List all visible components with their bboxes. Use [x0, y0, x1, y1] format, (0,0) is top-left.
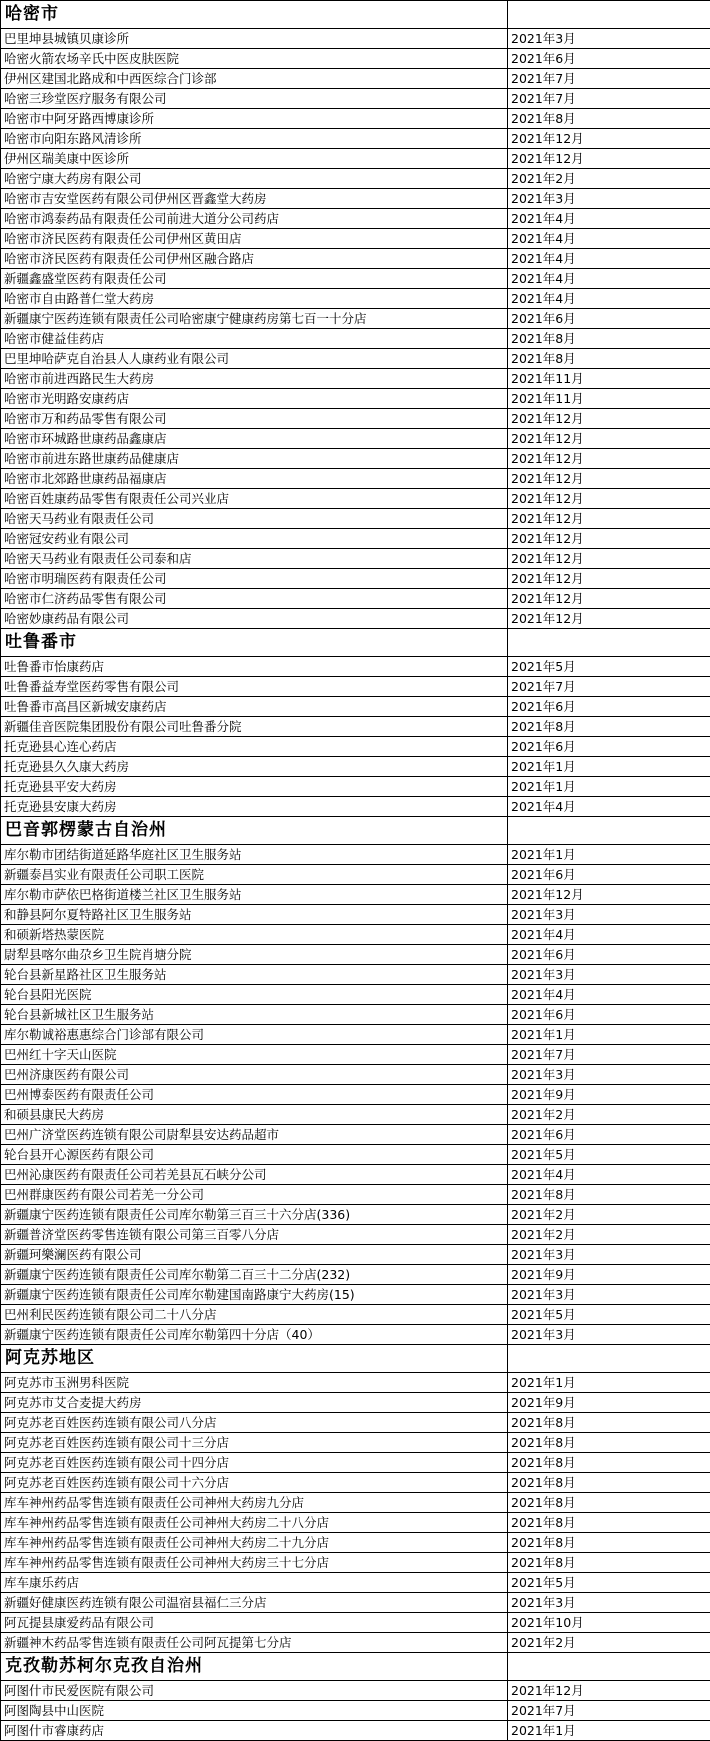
table-row: [1, 865, 710, 885]
table-row: [1, 945, 710, 965]
table-row: [1, 49, 710, 69]
institution-date: 2021年1月: [508, 757, 710, 777]
section-title: 哈密市: [1, 1, 508, 29]
table-row: [1, 329, 710, 349]
table-row: [1, 1681, 710, 1701]
institution-name: 哈密百姓康药品零售有限责任公司兴业店: [1, 489, 508, 509]
table-row: [1, 885, 710, 905]
table-row: [1, 797, 710, 817]
institution-date: 2021年4月: [508, 1165, 710, 1185]
institution-name: 托克逊县久久康大药房: [1, 757, 508, 777]
table-row: [1, 965, 710, 985]
institution-date: 2021年12月: [508, 129, 710, 149]
table-row: [1, 589, 710, 609]
institution-date: 2021年12月: [508, 509, 710, 529]
table-row: [1, 1413, 710, 1433]
table-row: [1, 1473, 710, 1493]
institution-name: 巴州利民医药连锁有限公司二十八分店: [1, 1305, 508, 1325]
institution-date: 2021年1月: [508, 845, 710, 865]
table-row: [1, 925, 710, 945]
institution-name: 哈密市环城路世康药品鑫康店: [1, 429, 508, 449]
institution-name: 哈密市万和药品零售有限公司: [1, 409, 508, 429]
table-row: [1, 1393, 710, 1413]
institution-name: 新疆珂樂澜医药有限公司: [1, 1245, 508, 1265]
institution-date: 2021年9月: [508, 1265, 710, 1285]
institution-name: 哈密市向阳东路风清诊所: [1, 129, 508, 149]
table-row: [1, 1593, 710, 1613]
table-row: [1, 1453, 710, 1473]
table-row: [1, 349, 710, 369]
table-row: [1, 549, 710, 569]
institution-name: 阿图什市民爱医院有限公司: [1, 1681, 508, 1701]
institution-date: 2021年4月: [508, 209, 710, 229]
institution-date: 2021年8月: [508, 109, 710, 129]
institution-name: 轮台县新星路社区卫生服务站: [1, 965, 508, 985]
institution-date: 2021年8月: [508, 1493, 710, 1513]
institution-date: 2021年8月: [508, 717, 710, 737]
table-row: [1, 1613, 710, 1633]
institution-name: 巴州沁康医药有限责任公司若羌县瓦石峡分公司: [1, 1165, 508, 1185]
institution-name: 哈密市光明路安康药店: [1, 389, 508, 409]
institution-name: 阿克苏老百姓医药连锁有限公司八分店: [1, 1413, 508, 1433]
institution-date: 2021年6月: [508, 49, 710, 69]
institution-name: 哈密市前进东路世康药品健康店: [1, 449, 508, 469]
institution-name: 阿克苏市玉洲男科医院: [1, 1373, 508, 1393]
institution-name: 哈密三珍堂医疗服务有限公司: [1, 89, 508, 109]
institution-name: 新疆好健康医药连锁有限公司温宿县福仁三分店: [1, 1593, 508, 1613]
institution-name: 哈密市自由路普仁堂大药房: [1, 289, 508, 309]
institution-date: 2021年4月: [508, 925, 710, 945]
institution-name: 库车神州药品零售连锁有限责任公司神州大药房二十九分店: [1, 1533, 508, 1553]
table-row: [1, 29, 710, 49]
section-title: 克孜勒苏柯尔克孜自治州: [1, 1653, 508, 1681]
institution-name: 新疆康宁医药连锁有限责任公司库尔勒第四十分店（40）: [1, 1325, 508, 1345]
table-row: [1, 609, 710, 629]
section-title: 巴音郭楞蒙古自治州: [1, 817, 508, 845]
table-row: [1, 1265, 710, 1285]
table-row: [1, 777, 710, 797]
institution-date: 2021年12月: [508, 489, 710, 509]
institution-name: 伊州区瑞美康中医诊所: [1, 149, 508, 169]
table-row: [1, 757, 710, 777]
table-row: [1, 209, 710, 229]
table-row: [1, 569, 710, 589]
institution-name: 哈密宁康大药房有限公司: [1, 169, 508, 189]
table-row: [1, 657, 710, 677]
institution-date: 2021年11月: [508, 389, 710, 409]
institution-date: 2021年1月: [508, 1721, 710, 1741]
institution-name: 吐鲁番益寿堂医药零售有限公司: [1, 677, 508, 697]
institution-name: 哈密市健益佳药店: [1, 329, 508, 349]
institution-name: 巴州济康医药有限公司: [1, 1065, 508, 1085]
institution-name: 哈密天马药业有限责任公司泰和店: [1, 549, 508, 569]
table-row: [1, 1105, 710, 1125]
institution-date: 2021年8月: [508, 1413, 710, 1433]
institution-date: 2021年4月: [508, 229, 710, 249]
institution-date: 2021年7月: [508, 1701, 710, 1721]
institution-date: 2021年8月: [508, 1533, 710, 1553]
institution-date: 2021年12月: [508, 609, 710, 629]
institution-date: 2021年12月: [508, 1681, 710, 1701]
table-row: [1, 509, 710, 529]
table-row: [1, 449, 710, 469]
institution-date: 2021年2月: [508, 1205, 710, 1225]
institution-date: 2021年2月: [508, 169, 710, 189]
institution-name: 轮台县开心源医药有限公司: [1, 1145, 508, 1165]
table-row: [1, 985, 710, 1005]
institution-name: 阿克苏老百姓医药连锁有限公司十三分店: [1, 1433, 508, 1453]
institution-name: 托克逊县安康大药房: [1, 797, 508, 817]
section-date-cell: [508, 1345, 710, 1373]
institution-date: 2021年8月: [508, 1453, 710, 1473]
institution-name: 哈密市济民医药有限责任公司伊州区黄田店: [1, 229, 508, 249]
table-row: [1, 717, 710, 737]
institution-name: 哈密市北郊路世康药品福康店: [1, 469, 508, 489]
institution-name: 哈密冠安药业有限公司: [1, 529, 508, 549]
table-row: [1, 129, 710, 149]
institution-date: 2021年9月: [508, 1393, 710, 1413]
table-row: [1, 309, 710, 329]
institution-date: 2021年5月: [508, 1145, 710, 1165]
institution-date: 2021年12月: [508, 149, 710, 169]
table-row: [1, 89, 710, 109]
institution-name: 阿图什市睿康药店: [1, 1721, 508, 1741]
institution-name: 库车神州药品零售连锁有限责任公司神州大药房二十八分店: [1, 1513, 508, 1533]
institution-name: 库尔勒市团结街道延路华庭社区卫生服务站: [1, 845, 508, 865]
table-row: [1, 697, 710, 717]
institution-name: 巴州群康医药有限公司若羌一分公司: [1, 1185, 508, 1205]
table-row: [1, 1065, 710, 1085]
institution-date: 2021年1月: [508, 1373, 710, 1393]
institution-date: 2021年3月: [508, 1285, 710, 1305]
section-header-row: [1, 629, 710, 657]
table-row: [1, 529, 710, 549]
section-date-cell: [508, 1653, 710, 1681]
table-row: [1, 1125, 710, 1145]
institution-date: 2021年8月: [508, 329, 710, 349]
table-row: [1, 1245, 710, 1265]
institution-name: 哈密火箭农场辛氏中医皮肤医院: [1, 49, 508, 69]
table-row: [1, 229, 710, 249]
section-date-cell: [508, 817, 710, 845]
institution-date: 2021年12月: [508, 529, 710, 549]
table-row: [1, 409, 710, 429]
institution-date: 2021年5月: [508, 1573, 710, 1593]
institution-date: 2021年4月: [508, 289, 710, 309]
institution-date: 2021年12月: [508, 449, 710, 469]
table-body: [1, 1, 710, 1741]
institution-name: 新疆佳音医院集团股份有限公司吐鲁番分院: [1, 717, 508, 737]
institution-date: 2021年3月: [508, 1245, 710, 1265]
section-header-row: [1, 1653, 710, 1681]
institution-date: 2021年3月: [508, 1065, 710, 1085]
institution-date: 2021年3月: [508, 29, 710, 49]
institution-date: 2021年12月: [508, 429, 710, 449]
institution-name: 哈密市仁济药品零售有限公司: [1, 589, 508, 609]
table-row: [1, 1085, 710, 1105]
institution-date: 2021年8月: [508, 1473, 710, 1493]
table-row: [1, 429, 710, 449]
institution-name: 哈密市吉安堂医药有限公司伊州区晋鑫堂大药房: [1, 189, 508, 209]
table-row: [1, 1305, 710, 1325]
institution-name: 巴州广济堂医药连锁有限公司尉犁县安达药品超市: [1, 1125, 508, 1145]
institution-date: 2021年8月: [508, 1553, 710, 1573]
section-header-row: [1, 817, 710, 845]
institution-name: 哈密市中阿牙路西博康诊所: [1, 109, 508, 129]
institution-date: 2021年2月: [508, 1225, 710, 1245]
institution-date: 2021年10月: [508, 1613, 710, 1633]
institution-name: 阿克苏老百姓医药连锁有限公司十四分店: [1, 1453, 508, 1473]
institution-name: 库尔勒诚裕惠惠综合门诊部有限公司: [1, 1025, 508, 1045]
table-row: [1, 1721, 710, 1741]
table-row: [1, 289, 710, 309]
table-row: [1, 389, 710, 409]
table-row: [1, 189, 710, 209]
section-date-cell: [508, 1, 710, 29]
section-title: 吐鲁番市: [1, 629, 508, 657]
table-row: [1, 69, 710, 89]
institution-name: 新疆康宁医药连锁有限责任公司库尔勒第三百三十六分店(336): [1, 1205, 508, 1225]
table-row: [1, 1493, 710, 1513]
table-row: [1, 905, 710, 925]
institution-name: 新疆康宁医药连锁有限责任公司库尔勒第二百三十二分店(232): [1, 1265, 508, 1285]
institution-date: 2021年6月: [508, 865, 710, 885]
table-row: [1, 1633, 710, 1653]
section-date-cell: [508, 629, 710, 657]
institution-name: 吐鲁番市高昌区新城安康药店: [1, 697, 508, 717]
institution-date: 2021年3月: [508, 905, 710, 925]
institution-date: 2021年2月: [508, 1633, 710, 1653]
institution-date: 2021年1月: [508, 1025, 710, 1045]
section-header-row: [1, 1345, 710, 1373]
table-row: [1, 1433, 710, 1453]
institution-date: 2021年1月: [508, 777, 710, 797]
institution-name: 阿克苏老百姓医药连锁有限公司十六分店: [1, 1473, 508, 1493]
institution-date: 2021年3月: [508, 1325, 710, 1345]
institution-name: 哈密市前进西路民生大药房: [1, 369, 508, 389]
institution-date: 2021年6月: [508, 737, 710, 757]
institution-name: 库车神州药品零售连锁有限责任公司神州大药房九分店: [1, 1493, 508, 1513]
institution-name: 哈密市明瑞医药有限责任公司: [1, 569, 508, 589]
institution-name: 新疆泰昌实业有限责任公司职工医院: [1, 865, 508, 885]
table-row: [1, 1045, 710, 1065]
table-row: [1, 249, 710, 269]
table-row: [1, 269, 710, 289]
institution-name: 巴里坤哈萨克自治县人人康药业有限公司: [1, 349, 508, 369]
institution-date: 2021年7月: [508, 89, 710, 109]
institution-name: 新疆康宁医药连锁有限责任公司库尔勒建国南路康宁大药房(15): [1, 1285, 508, 1305]
section-header-row: [1, 1, 710, 29]
institution-name: 托克逊县平安大药房: [1, 777, 508, 797]
institution-name: 新疆康宁医药连锁有限责任公司哈密康宁健康药房第七百一十分店: [1, 309, 508, 329]
table-row: [1, 489, 710, 509]
institution-name: 新疆鑫盛堂医药有限责任公司: [1, 269, 508, 289]
institution-date: 2021年8月: [508, 1513, 710, 1533]
table-row: [1, 169, 710, 189]
institution-date: 2021年5月: [508, 1305, 710, 1325]
table-row: [1, 1185, 710, 1205]
institution-name: 吐鲁番市怡康药店: [1, 657, 508, 677]
institution-name: 哈密市济民医药有限责任公司伊州区融合路店: [1, 249, 508, 269]
institution-date: 2021年12月: [508, 469, 710, 489]
institution-date: 2021年12月: [508, 549, 710, 569]
table-row: [1, 149, 710, 169]
institution-date: 2021年8月: [508, 349, 710, 369]
institution-name: 巴州红十字天山医院: [1, 1045, 508, 1065]
institution-date: 2021年8月: [508, 1433, 710, 1453]
institution-name: 伊州区建国北路成和中西医综合门诊部: [1, 69, 508, 89]
institution-date: 2021年11月: [508, 369, 710, 389]
institution-date: 2021年12月: [508, 409, 710, 429]
institution-date: 2021年6月: [508, 945, 710, 965]
institution-date: 2021年9月: [508, 1085, 710, 1105]
table-row: [1, 1553, 710, 1573]
institution-name: 和硕新塔热蒙医院: [1, 925, 508, 945]
table-row: [1, 1165, 710, 1185]
section-title: 阿克苏地区: [1, 1345, 508, 1373]
table-row: [1, 1005, 710, 1025]
institution-name: 阿瓦提县康爱药品有限公司: [1, 1613, 508, 1633]
institution-date: 2021年6月: [508, 309, 710, 329]
table-row: [1, 1373, 710, 1393]
institution-name: 巴里坤县城镇贝康诊所: [1, 29, 508, 49]
institution-name: 巴州博泰医药有限责任公司: [1, 1085, 508, 1105]
table-row: [1, 109, 710, 129]
institution-name: 哈密天马药业有限责任公司: [1, 509, 508, 529]
institution-date: 2021年7月: [508, 1045, 710, 1065]
institution-date: 2021年6月: [508, 1125, 710, 1145]
institution-date: 2021年7月: [508, 69, 710, 89]
institution-name: 托克逊县心连心药店: [1, 737, 508, 757]
institution-date: 2021年3月: [508, 189, 710, 209]
table-row: [1, 1225, 710, 1245]
institution-date: 2021年4月: [508, 985, 710, 1005]
table-row: [1, 1513, 710, 1533]
institution-name: 轮台县阳光医院: [1, 985, 508, 1005]
table-row: [1, 1325, 710, 1345]
institution-date: 2021年5月: [508, 657, 710, 677]
table-row: [1, 1701, 710, 1721]
institution-date: 2021年2月: [508, 1105, 710, 1125]
institution-name: 库车神州药品零售连锁有限责任公司神州大药房三十七分店: [1, 1553, 508, 1573]
institution-date: 2021年4月: [508, 797, 710, 817]
table-row: [1, 1025, 710, 1045]
institution-date: 2021年7月: [508, 677, 710, 697]
institution-date: 2021年12月: [508, 589, 710, 609]
institution-date: 2021年8月: [508, 1185, 710, 1205]
institution-name: 哈密妙康药品有限公司: [1, 609, 508, 629]
table-row: [1, 1205, 710, 1225]
institution-name: 阿图陶县中山医院: [1, 1701, 508, 1721]
institution-name: 新疆神木药品零售连锁有限责任公司阿瓦提第七分店: [1, 1633, 508, 1653]
institution-name: 和硕县康民大药房: [1, 1105, 508, 1125]
institution-date: 2021年6月: [508, 1005, 710, 1025]
institution-date: 2021年3月: [508, 965, 710, 985]
institution-date: 2021年12月: [508, 569, 710, 589]
table-row: [1, 677, 710, 697]
institution-name: 哈密市鸿泰药品有限责任公司前进大道分公司药店: [1, 209, 508, 229]
institution-name: 尉犁县喀尔曲尕乡卫生院肖塘分院: [1, 945, 508, 965]
table-row: [1, 469, 710, 489]
institution-name: 库车康乐药店: [1, 1573, 508, 1593]
table-row: [1, 369, 710, 389]
table-row: [1, 1533, 710, 1553]
institution-date: 2021年12月: [508, 885, 710, 905]
institution-date: 2021年3月: [508, 1593, 710, 1613]
table-row: [1, 1573, 710, 1593]
table-row: [1, 1285, 710, 1305]
institution-name: 和静县阿尔夏特路社区卫生服务站: [1, 905, 508, 925]
institution-name: 轮台县新城社区卫生服务站: [1, 1005, 508, 1025]
institution-date: 2021年4月: [508, 249, 710, 269]
institution-name: 新疆普济堂医药零售连锁有限公司第三百零八分店: [1, 1225, 508, 1245]
institution-date: 2021年4月: [508, 269, 710, 289]
institution-date: 2021年6月: [508, 697, 710, 717]
table-row: [1, 845, 710, 865]
table-row: [1, 737, 710, 757]
institution-name: 库尔勒市萨依巴格街道楼兰社区卫生服务站: [1, 885, 508, 905]
table-row: [1, 1145, 710, 1165]
institution-name: 阿克苏市艾合麦提大药房: [1, 1393, 508, 1413]
